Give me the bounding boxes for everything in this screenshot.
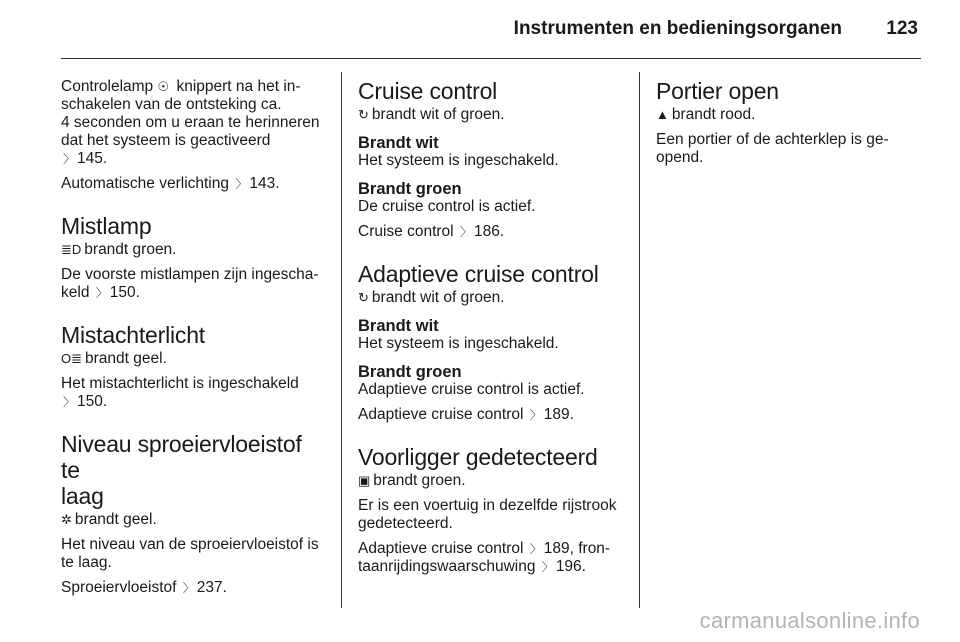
reference-arrow-icon: 〉 (529, 542, 542, 556)
column-right (656, 78, 920, 174)
section-title-mistachterlicht: Mistachterlicht (61, 322, 205, 348)
text: brandt geel. (85, 350, 167, 367)
section-title-adaptive-cruise: Adaptieve cruise control (358, 261, 599, 287)
text: brandt groen. (84, 241, 177, 258)
page-reference[interactable]: 186. (473, 223, 505, 240)
body-paragraph: De cruise control is actief. (358, 198, 536, 215)
body-paragraph (656, 131, 920, 167)
text: Sproeiervloeistof (61, 579, 181, 596)
reference-arrow-icon: 〉 (529, 408, 542, 422)
rear-fog-light-icon: O≣ (61, 351, 83, 366)
text: Cruise control (358, 223, 458, 240)
light-control-icon: ☉ (157, 79, 170, 94)
section-title-sproeiervloeistof (61, 431, 325, 509)
cruise-control-icon: ↻ (358, 290, 369, 305)
reference-arrow-icon: 〉 (95, 286, 108, 300)
section-title-cruise-control: Cruise control (358, 78, 498, 104)
column-divider (639, 72, 640, 608)
reference-arrow-icon: 〉 (541, 560, 554, 574)
page-reference[interactable]: 189. (543, 406, 574, 423)
page-reference[interactable]: 150. (109, 284, 140, 301)
reference-arrow-icon: 〉 (182, 581, 195, 595)
subheading: Brandt groen (358, 180, 462, 198)
subheading: Brandt groen (358, 363, 462, 381)
page-reference[interactable]: 150. (77, 393, 108, 410)
reference-line (358, 223, 622, 241)
text: Niveau sproeiervloeistof te (61, 431, 302, 483)
text: Een portier of de achterklep is ge- (656, 131, 889, 148)
body-paragraph (358, 497, 622, 533)
column-middle (358, 78, 622, 583)
column-divider (341, 72, 342, 608)
text: taanrijdingswaarschuwing (358, 558, 540, 575)
text: opend. (656, 149, 704, 166)
reference-arrow-icon: 〉 (459, 225, 472, 239)
page-reference[interactable]: 145. (77, 150, 108, 167)
text: 4 seconden om u eraan te herinneren (61, 114, 320, 131)
text: Controlelamp (61, 78, 158, 95)
reference-arrow-icon: 〉 (235, 177, 248, 191)
body-paragraph: Adaptieve cruise control is actief. (358, 381, 585, 398)
column-left (61, 78, 325, 604)
text: te laag. (61, 554, 112, 571)
text: De voorste mistlampen zijn ingescha- (61, 266, 319, 283)
cruise-control-icon: ↻ (358, 107, 369, 122)
text: laag (61, 483, 104, 509)
text: Het niveau van de sproeiervloeistof is (61, 536, 319, 553)
status-line (61, 511, 325, 529)
text: brandt wit of groen. (371, 289, 505, 306)
page-reference[interactable]: 237. (196, 579, 227, 596)
washer-fluid-icon: ✲ (61, 512, 72, 527)
watermark: carmanualsonline.info (699, 608, 920, 633)
door-open-icon: ▲ (656, 107, 669, 122)
status-line (61, 350, 325, 368)
text: Adaptieve cruise control (358, 540, 528, 557)
status-line (358, 289, 622, 307)
reference-line (358, 540, 622, 576)
text: brandt rood. (671, 106, 756, 123)
intro-paragraph (61, 78, 325, 168)
body-paragraph (61, 536, 325, 572)
text: gedetecteerd. (358, 515, 453, 532)
status-line (656, 106, 920, 124)
status-line (358, 106, 622, 124)
subheading: Brandt wit (358, 134, 439, 152)
auto-light-reference (61, 175, 325, 193)
reference-arrow-icon: 〉 (63, 395, 76, 409)
section-title-mistlamp: Mistlamp (61, 213, 152, 239)
text: schakelen van de ontsteking ca. (61, 96, 282, 113)
text: Het mistachterlicht is ingeschakeld (61, 375, 299, 392)
vehicle-ahead-icon: ▣ (358, 473, 371, 488)
page-number: 123 (886, 18, 918, 39)
text: Adaptieve cruise control (358, 406, 528, 423)
header-title: Instrumenten en bedieningsorganen (513, 18, 842, 39)
subheading: Brandt wit (358, 317, 439, 335)
text: brandt wit of groen. (371, 106, 505, 123)
fog-light-icon: ≣D (61, 242, 82, 257)
page-reference[interactable]: 189, fron- (543, 540, 611, 557)
reference-line (61, 579, 325, 597)
reference-arrow-icon: 〉 (63, 152, 76, 166)
section-title-voorligger: Voorligger gedetecteerd (358, 444, 598, 470)
header-divider (61, 58, 921, 59)
body-paragraph (61, 375, 325, 411)
text: keld (61, 284, 94, 301)
page-reference[interactable]: 143. (249, 175, 280, 192)
body-paragraph (61, 266, 325, 302)
body-paragraph: Het systeem is ingeschakeld. (358, 152, 559, 169)
section-title-portier-open: Portier open (656, 78, 779, 104)
text: Automatische verlichting (61, 175, 234, 192)
text: dat het systeem is geactiveerd (61, 132, 271, 149)
text: Er is een voertuig in dezelfde rijstrook (358, 497, 617, 514)
text: brandt geel. (74, 511, 157, 528)
text: knippert na het in- (172, 78, 301, 95)
body-paragraph: Het systeem is ingeschakeld. (358, 335, 559, 352)
text: brandt groen. (373, 472, 466, 489)
page-reference[interactable]: 196. (555, 558, 586, 575)
status-line (61, 241, 325, 259)
status-line (358, 472, 622, 490)
reference-line (358, 406, 622, 424)
